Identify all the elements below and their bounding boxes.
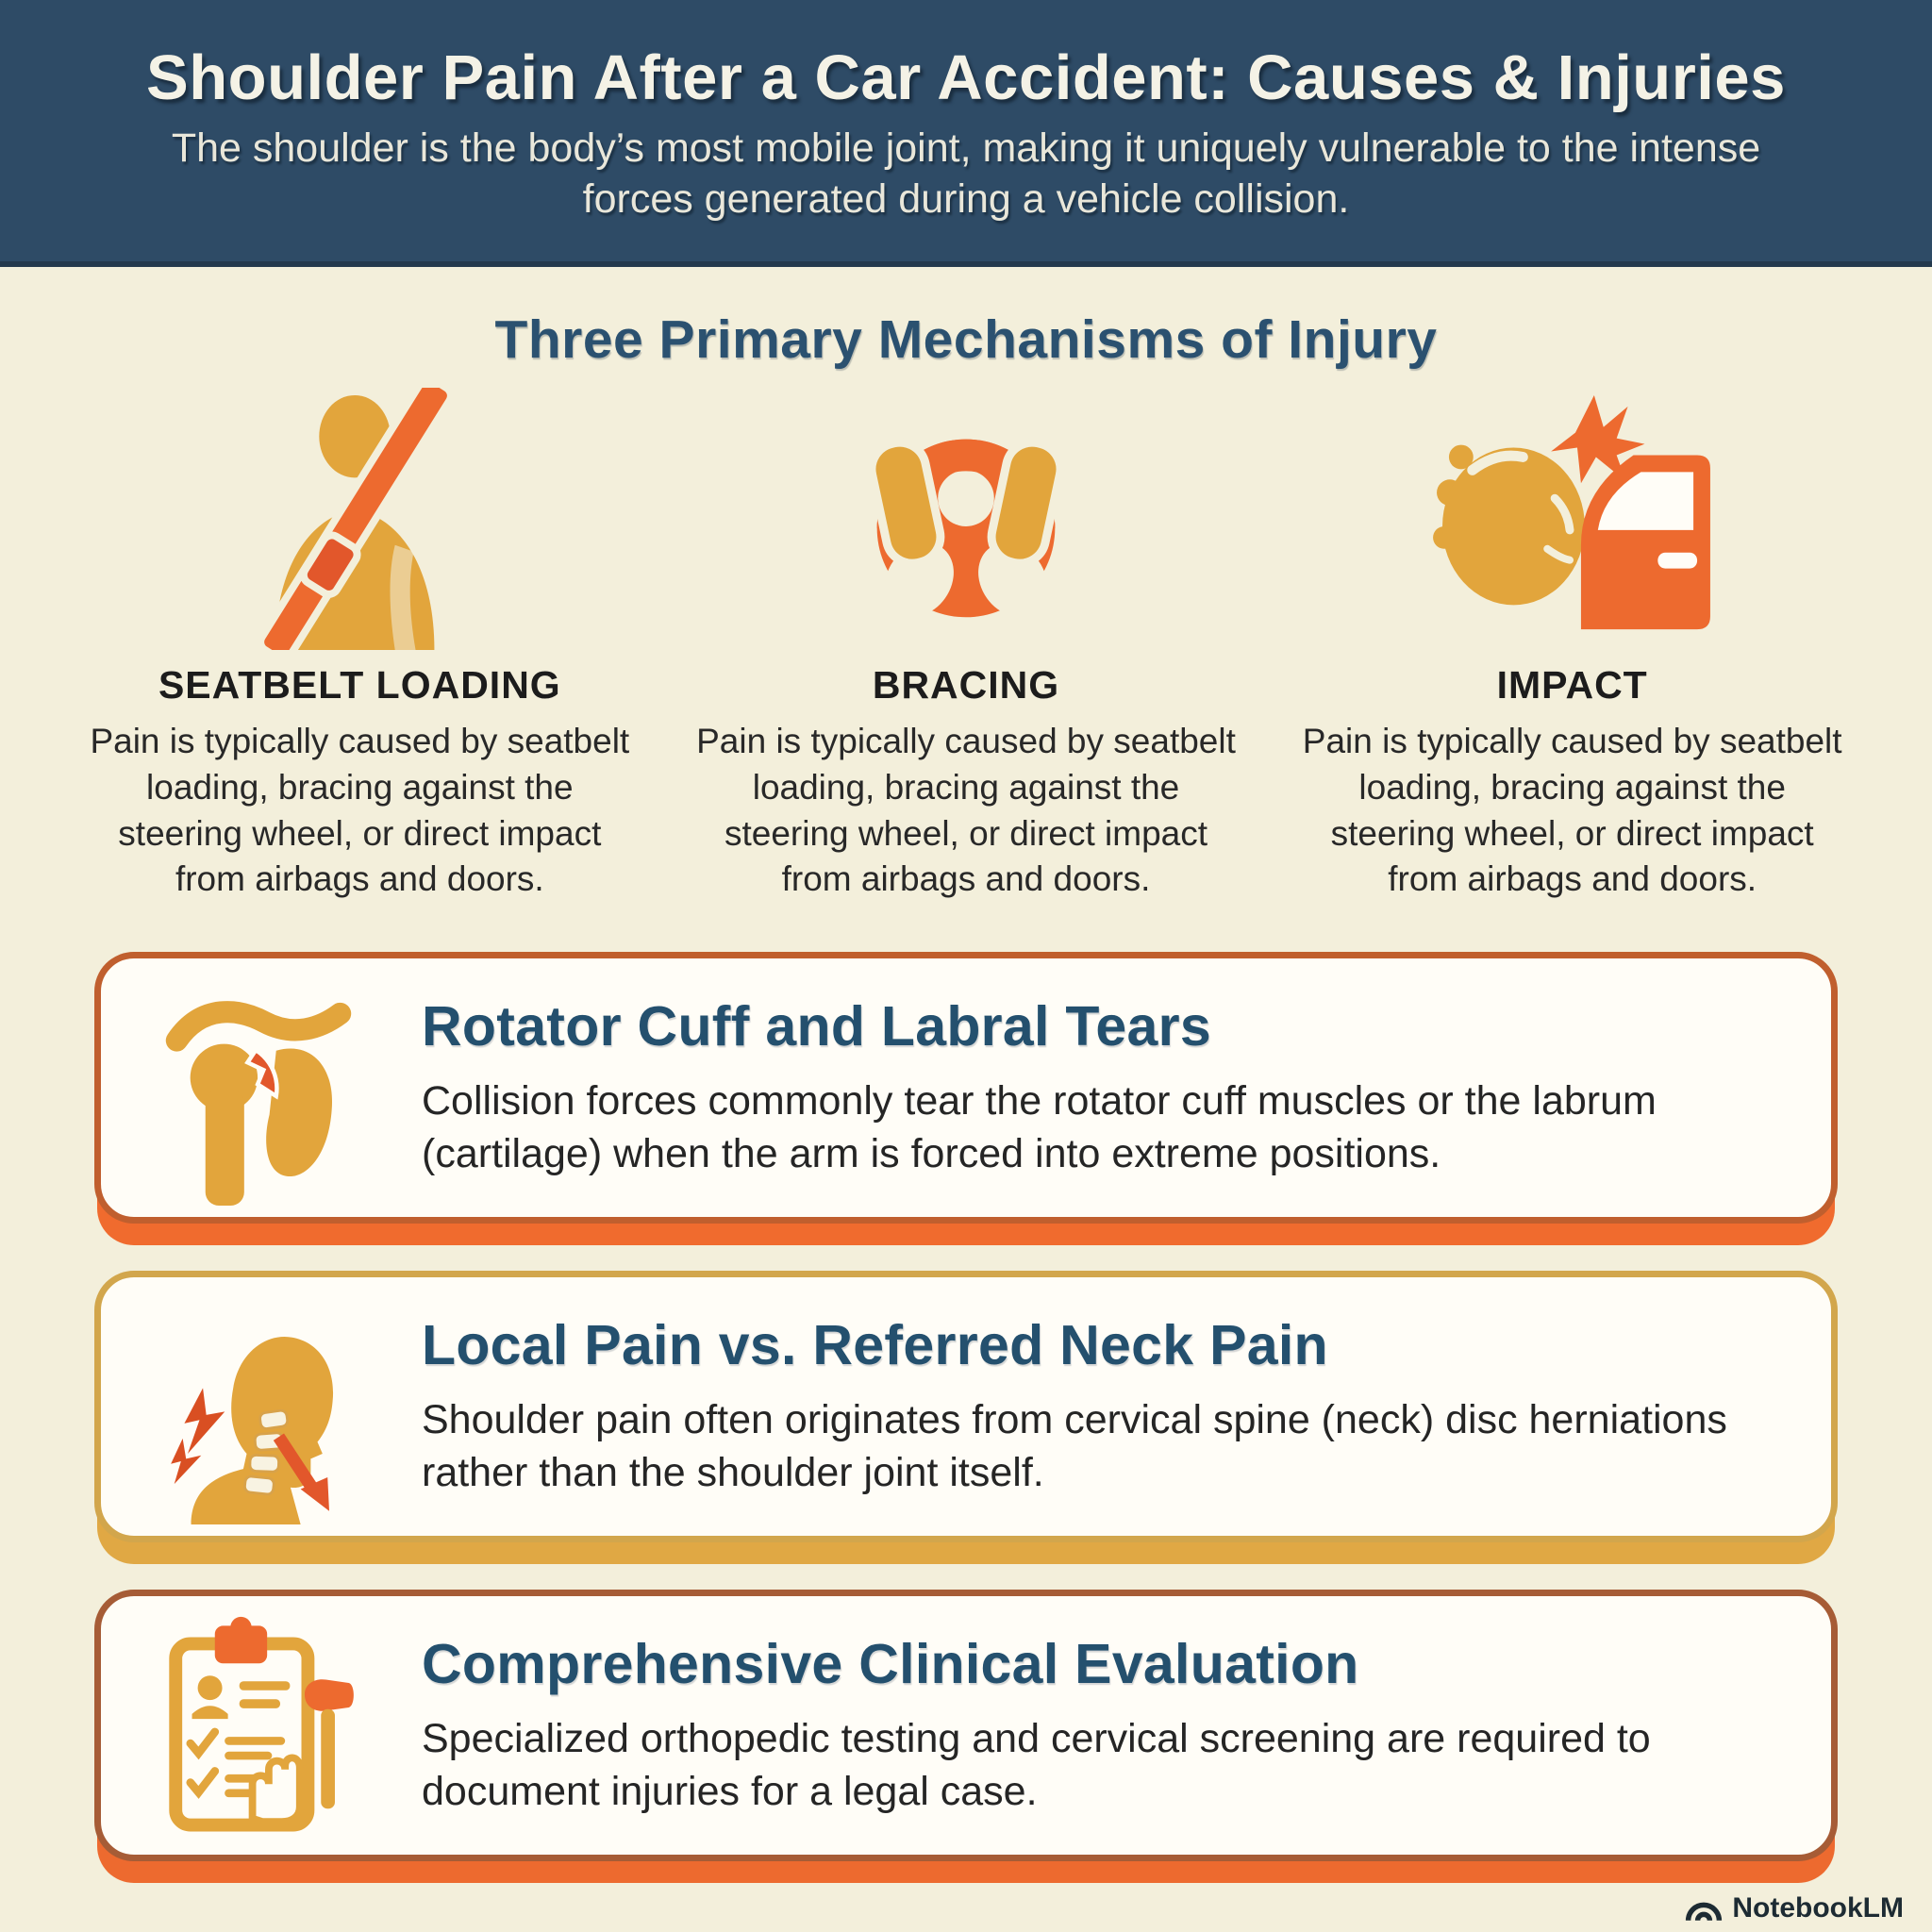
card-title: Rotator Cuff and Labral Tears (422, 995, 1211, 1058)
mechanism-description: Pain is typically caused by seatbelt loading, bracing against the steering wheel, or direct impact from airbags and doors. (696, 722, 1236, 899)
steering-wheel-icon (839, 388, 1093, 650)
impact-icon (1422, 388, 1724, 650)
mechanism-label: SEATBELT LOADING (158, 663, 561, 707)
mechanism-bracing (663, 388, 1270, 903)
notebooklm-logo-icon (1685, 1894, 1723, 1923)
card-rotator-cuff-labral-tears (94, 952, 1838, 1224)
card-title: Comprehensive Clinical Evaluation (422, 1633, 1359, 1696)
card-text (422, 1632, 1784, 1819)
mechanism-impact (1269, 388, 1875, 903)
neck-pain-icon (141, 1289, 376, 1524)
mechanism-description: Pain is typically caused by seatbelt loading, bracing against the steering wheel, or direct impact from airbags and doors. (90, 722, 630, 899)
shoulder-joint-icon (141, 970, 376, 1206)
clipboard-checklist-icon (141, 1607, 376, 1843)
page-title: Shoulder Pain After a Car Accident: Causes & Injuries (146, 42, 1786, 114)
mechanism-description: Pain is typically caused by seatbelt loading, bracing against the steering wheel, or direct impact from airbags and doors. (1302, 722, 1842, 899)
mechanism-label: IMPACT (1496, 663, 1648, 707)
page-subtitle: The shoulder is the body’s most mobile joint, making it uniquely vulnerable to the intense forces generated during a vehicle collision. (171, 125, 1761, 222)
seatbelt-icon (251, 388, 468, 650)
watermark (1685, 1892, 1904, 1924)
card-description: Collision forces commonly tear the rotator cuff muscles or the labrum (cartilage) when the arm is forced into extreme positions. (422, 1078, 1657, 1177)
card-description: Specialized orthopedic testing and cervical screening are required to document injuries for a legal case. (422, 1716, 1651, 1815)
watermark-label: NotebookLM (1732, 1892, 1904, 1924)
card-text (422, 994, 1784, 1181)
injury-cards (94, 952, 1838, 1861)
card-local-vs-referred-neck-pain (94, 1271, 1838, 1542)
section-title: Three Primary Mechanisms of Injury (494, 309, 1438, 370)
mechanisms-row (57, 388, 1875, 903)
card-comprehensive-clinical-evaluation (94, 1590, 1838, 1861)
header-banner (0, 0, 1932, 267)
card-title: Local Pain vs. Referred Neck Pain (422, 1314, 1328, 1377)
card-description: Shoulder pain often originates from cervical spine (neck) disc herniations rather than the shoulder joint itself. (422, 1397, 1727, 1496)
mechanism-label: BRACING (872, 663, 1060, 707)
card-text (422, 1313, 1784, 1500)
mechanism-seatbelt-loading (57, 388, 663, 903)
